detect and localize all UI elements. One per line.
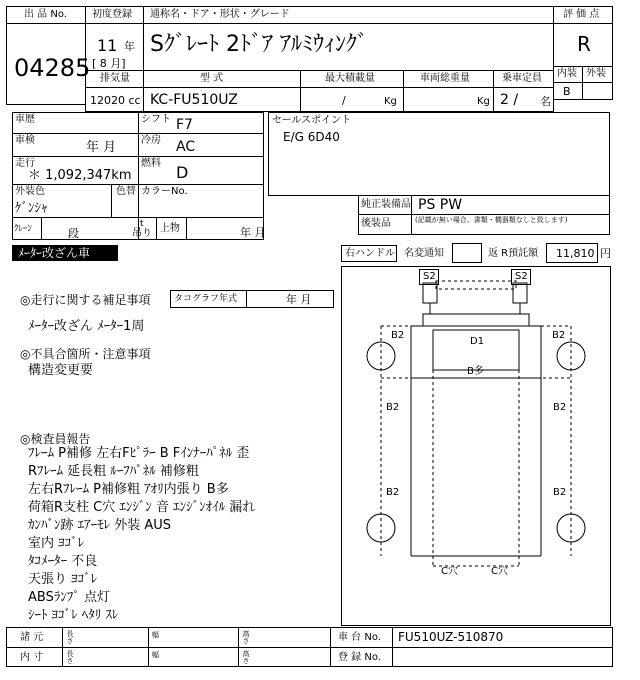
divider xyxy=(12,184,264,185)
lot-number: 04285 xyxy=(14,54,91,82)
report-line: 室内 ﾖｺﾞﾚ xyxy=(28,536,85,551)
divider xyxy=(238,627,239,667)
year-unit: 年 xyxy=(124,40,135,53)
report-line: ｶﾝﾊﾞﾝ跡 ｴｱｰﾓﾚ 外装 AUS xyxy=(28,518,172,533)
mark-s2-right: S2 xyxy=(515,271,528,282)
type-label: 型 式 xyxy=(200,73,224,84)
inspector-report xyxy=(28,445,255,625)
exterior-score-cell xyxy=(582,82,613,100)
color-no-label: 色替 xyxy=(116,186,136,197)
tax-value: 11,810 xyxy=(556,247,595,260)
mileage-label: 走行 xyxy=(15,158,35,169)
report-line: 左右Rﾌﾚｰﾑ P補修粗 ｱｵﾘ内張り B多 xyxy=(28,482,229,497)
shift-label: シフト xyxy=(141,114,171,125)
displacement-label: 排気量 xyxy=(100,73,130,84)
tacho-value: 年 月 xyxy=(286,293,312,306)
length-label: 長さ xyxy=(66,630,74,644)
left-mirror xyxy=(423,283,437,303)
ac-label: 冷房 xyxy=(141,135,161,146)
divider xyxy=(403,70,404,112)
mark-d1: D1 xyxy=(470,336,485,347)
type-code: KC-FU510UZ xyxy=(150,92,238,108)
divider xyxy=(41,217,42,240)
sales-point-label: セールスポイント xyxy=(272,115,352,126)
divider xyxy=(12,133,264,134)
divider xyxy=(111,184,112,217)
crane-ton: t xyxy=(140,219,144,229)
max-load-value: / xyxy=(342,94,346,107)
color-value: ｹﾞﾝｼｬ xyxy=(15,201,48,216)
defects-text: 構造変更要 xyxy=(28,363,94,378)
report-line: ABSﾗﾝﾌﾟ 点灯 xyxy=(28,590,110,605)
divider xyxy=(12,156,264,157)
mark-b2-mid-left: B2 xyxy=(386,402,400,413)
divider xyxy=(143,6,144,24)
gvw-label: 車両総重量 xyxy=(420,73,470,84)
max-load-label: 最大積載量 xyxy=(325,73,375,84)
width-label-2: 幅 xyxy=(152,651,159,659)
exterior-label: 外装 xyxy=(586,68,606,79)
chassis-value: FU510UZ-510870 xyxy=(398,630,504,644)
crane-value: 段 xyxy=(68,227,79,240)
crane-label: ｸﾚｰﾝ xyxy=(14,224,33,234)
capacity-value: 2 / xyxy=(500,92,519,108)
upper-label: 上物 xyxy=(160,223,180,234)
divider xyxy=(148,627,149,667)
divider xyxy=(6,647,613,648)
divider xyxy=(138,112,139,240)
color-label: 外装色 xyxy=(15,186,45,197)
color-code-label: カラーNo. xyxy=(141,186,188,197)
inspection-value: 年 月 xyxy=(86,140,117,155)
mark-s2-left: S2 xyxy=(423,271,436,282)
divider xyxy=(143,23,144,71)
divider xyxy=(392,627,393,667)
divider xyxy=(300,70,301,112)
length-label-2: 長さ xyxy=(66,650,74,664)
mark-c-hole-left: C穴 xyxy=(441,566,458,577)
report-line: ｼｰﾄ ﾖｺﾞﾚ ﾍﾀﾘ ｽﾚ xyxy=(28,608,119,623)
report-line: 荷箱R支柱 C穴 ｴﾝｼﾞﾝ 音 ｴﾝｼﾞﾝｵｲﾙ 漏れ xyxy=(28,500,256,515)
capacity-label: 乗車定員 xyxy=(502,73,542,84)
genuine-value: PS PW xyxy=(418,197,463,213)
lot-label: 出 品 No. xyxy=(24,9,67,20)
truck-diagram xyxy=(341,266,611,626)
inspection-label: 車検 xyxy=(15,135,35,146)
ac-value: AC xyxy=(176,139,196,155)
genuine-label: 純正装備品 xyxy=(361,199,411,210)
mark-b2-rear-left: B2 xyxy=(386,487,400,498)
score-value: R xyxy=(577,32,591,56)
divider xyxy=(12,217,264,218)
dims-label: 諸 元 xyxy=(20,632,44,643)
tax-unit: 円 xyxy=(600,247,611,260)
name-change-box xyxy=(452,243,482,263)
aftermarket-note: (記載が無い場合、書類・機器類なしと致します) xyxy=(415,216,568,224)
tax-label: 返 R預託額 xyxy=(488,248,539,259)
specs-label-row xyxy=(85,70,554,88)
aftermarket-label: 後装品 xyxy=(361,218,391,229)
gvw-unit: Kg xyxy=(477,96,490,107)
upper-date: 年 月 xyxy=(240,226,266,239)
tampered-meter-banner: ﾒｰﾀｰ改ざん車 xyxy=(12,245,118,261)
divider xyxy=(493,70,494,112)
supplement-text: ﾒｰﾀｰ改ざん ﾒｰﾀｰ1周 xyxy=(28,319,145,334)
fuel-value: D xyxy=(176,163,189,182)
divider xyxy=(156,217,157,240)
max-load-unit: Kg xyxy=(384,96,397,107)
month-value: [ 8 月] xyxy=(92,57,126,70)
inspector-heading: ◎検査員報告 xyxy=(20,432,91,446)
right-mirror xyxy=(513,283,527,303)
report-line: 天張り ﾖｺﾞﾚ xyxy=(28,572,98,587)
displacement-value: 12020 cc xyxy=(90,94,141,107)
defects-heading: ◎不具合箇所・注意事項 xyxy=(20,347,151,361)
supplement-heading: ◎走行に関する補足事項 xyxy=(20,293,151,307)
sales-point-value: E/G 6D40 xyxy=(283,130,340,144)
mark-b2-front-left: B2 xyxy=(391,330,405,341)
width-label: 幅 xyxy=(152,631,159,639)
report-line: ﾌﾚｰﾑ P補修 左右Fﾋﾟﾗｰ B Fｲﾝﾅｰﾊﾟﾈﾙ 歪 xyxy=(28,446,250,461)
divider xyxy=(186,217,187,240)
score-label: 評 価 点 xyxy=(563,9,600,20)
mark-b2-mid-right: B2 xyxy=(553,402,567,413)
cab-front xyxy=(423,314,529,326)
tacho-label: タコグラフ年式 xyxy=(174,294,238,304)
year-value: 11 xyxy=(97,36,118,55)
divider xyxy=(246,290,247,308)
crane-hang: 吊り xyxy=(132,228,152,239)
divider xyxy=(62,627,63,667)
height-label: 高さ xyxy=(242,630,250,644)
history-label: 車歴 xyxy=(15,114,35,125)
name-change-label: 名変通知 xyxy=(404,248,444,259)
mark-b-many: B多 xyxy=(467,366,484,377)
report-line: ﾀｺﾒｰﾀｰ 不良 xyxy=(28,554,98,569)
chassis-label: 車 台 No. xyxy=(338,632,381,643)
capacity-unit: 名 xyxy=(540,95,551,108)
model-name: Sｸﾞﾚｰﾄ 2ﾄﾞｱ ｱﾙﾐｳｨﾝｸﾞ xyxy=(150,32,368,57)
mark-b2-rear-right: B2 xyxy=(553,487,567,498)
first-reg-label: 初度登録 xyxy=(92,9,132,20)
report-line: Rﾌﾚｰﾑ 延長粗 ﾙｰﾌﾊﾟﾈﾙ 補修粗 xyxy=(28,464,199,479)
interior-dims-label: 内 寸 xyxy=(20,652,44,663)
fuel-label: 燃料 xyxy=(141,158,161,169)
interior-score: B xyxy=(563,85,571,98)
mark-c-hole-right: C穴 xyxy=(491,566,508,577)
rhd-label: 右ハンドル xyxy=(345,248,395,259)
divider xyxy=(330,627,331,667)
mark-b2-front-right: B2 xyxy=(552,330,566,341)
model-desc-label: 通称名・ドア・形状・グレード xyxy=(150,9,290,20)
divider xyxy=(143,70,144,112)
height-label-2: 高さ xyxy=(242,650,250,664)
mileage-value: ＊ 1,092,347km xyxy=(28,168,132,183)
interior-label: 内装 xyxy=(557,68,577,79)
reg-label: 登 録 No. xyxy=(338,652,381,663)
shift-value: F7 xyxy=(176,117,193,133)
